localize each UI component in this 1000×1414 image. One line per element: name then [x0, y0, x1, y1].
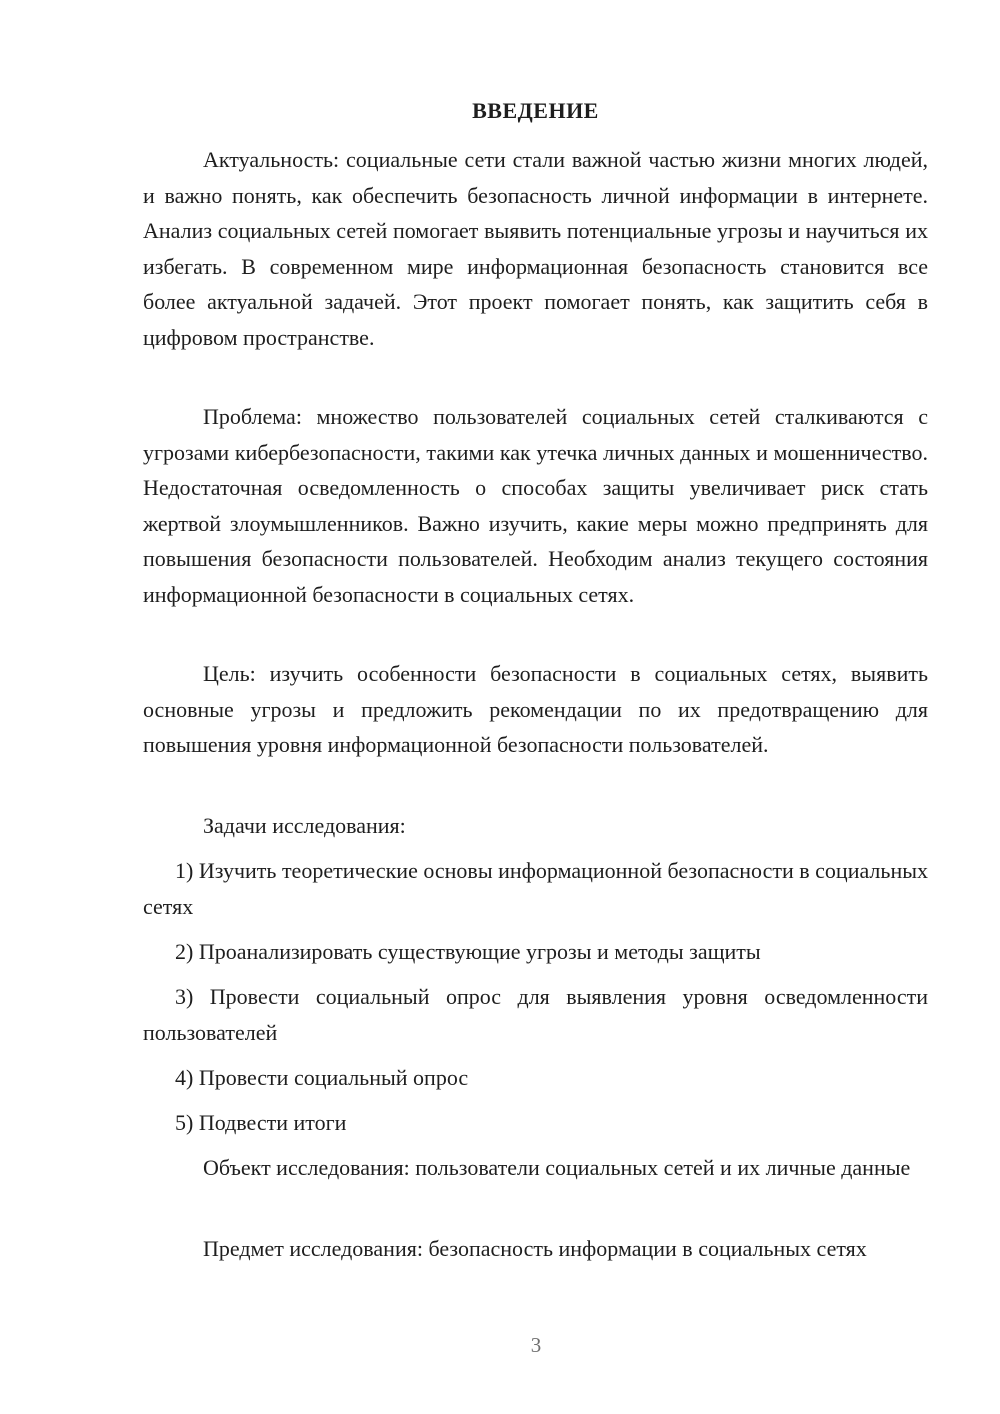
list-item-task-2: 2) Проанализировать существующие угрозы и методы защиты: [175, 939, 761, 964]
paragraph-tasks-intro: Задачи исследования:: [203, 813, 406, 838]
page-title: ВВЕДЕНИЕ: [472, 98, 599, 123]
paragraph-goal: Цель: изучить особенности безопасности в социальных сетях, выявить основные угрозы и предложить рекомендации по их предотвращению для повышения уровня информационной безопасности пользователей.: [143, 661, 928, 757]
paragraph-subject: Предмет исследования: безопасность информации в социальных сетях: [203, 1236, 867, 1261]
list-item-task-3: 3) Провести социальный опрос для выявления уровня осведомленности пользователей: [143, 984, 928, 1045]
paragraph-problem: Проблема: множество пользователей социальных сетей сталкиваются с угрозами кибербезопасности, такими как утечка личных данных и мошенничество. Недостаточная осведомленность о способах защиты увеличивает риск стать жертвой злоумышленников. Важно изучить, какие меры можно предпринять для повышения безопасности пользователей. Необходим анализ текущего состояния информационной безопасности в социальных сетях.: [143, 404, 928, 607]
list-item-task-5: 5) Подвести итоги: [175, 1110, 347, 1135]
page-number: 3: [530, 1333, 542, 1357]
list-item-task-4: 4) Провести социальный опрос: [175, 1065, 469, 1090]
list-item-task-1: 1) Изучить теоретические основы информационной безопасности в социальных сетях: [143, 858, 928, 919]
paragraph-relevance: Актуальность: социальные сети стали важной частью жизни многих людей, и важно понять, как обеспечить безопасность личной информации в интернете. Анализ социальных сетей помогает выявить потенциальные угрозы и научиться их избегать. В современном мире информационная безопасность становится все более актуальной задачей. Этот проект помогает понять, как защитить себя в цифровом пространстве.: [143, 147, 928, 350]
paragraph-object: Объект исследования: пользователи социальных сетей и их личные данные: [203, 1155, 911, 1180]
